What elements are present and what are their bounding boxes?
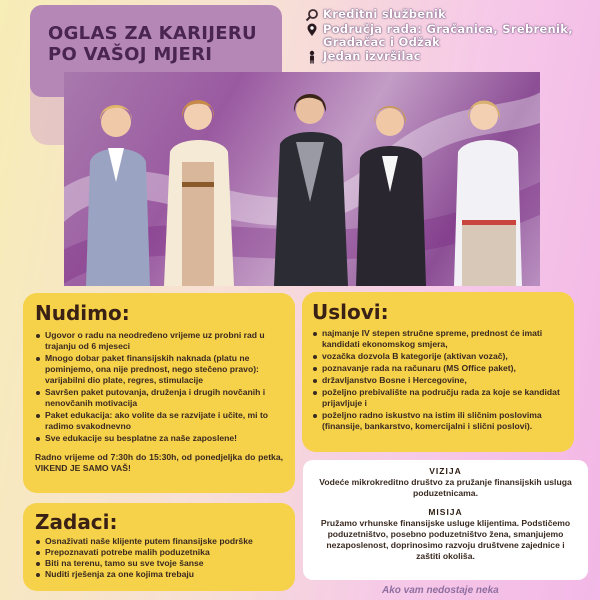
map-pin-icon	[305, 23, 319, 37]
requirements-list	[312, 328, 564, 432]
list-item: Prepoznavati potrebe malih poduzetnika	[35, 547, 283, 558]
tasks-list	[35, 536, 283, 580]
footer-text: Ako vam nedostaje neka	[382, 585, 499, 596]
list-item: poželjno prebivalište na području rada za koje se kandidat prijavljuje i	[312, 387, 564, 409]
list-item: Savršen paket putovanja, druženja i drugih novčanih i nenovčanih motivacija	[35, 387, 283, 409]
list-item: Biti na terenu, tamo su sve tvoje šanse	[35, 558, 283, 569]
team-photo	[64, 72, 540, 286]
businesswoman-2	[164, 100, 234, 286]
info-position	[305, 8, 595, 22]
list-item: poželjno radno iskustvo na istim ili sličnim poslovima (finansije, bankarstvo, komercijalni i slični poslovi).	[312, 410, 564, 432]
offer-list	[35, 330, 283, 444]
info-area	[305, 23, 595, 49]
list-item: Sve edukacije su besplatne za naše zaposlene!	[35, 433, 283, 444]
person-icon	[305, 50, 319, 64]
list-item: Mnogo dobar paket finansijskih naknada (platu ne pominjemo, ona nije prednost, nego stečeno pravo): varijabilni dio plate, regres, stimulacije	[35, 353, 283, 386]
mission-heading: MISIJA	[428, 507, 463, 517]
tasks-heading: Zadaci:	[35, 510, 118, 534]
vision-mission-card	[303, 460, 588, 580]
list-item: poznavanje rada na računaru (MS Office paket),	[312, 363, 564, 374]
offer-heading: Nudimo:	[35, 301, 130, 325]
team-photo-illustration	[64, 72, 540, 286]
requirements-card	[302, 292, 574, 452]
list-item: Ugovor o radu na neodređeno vrijeme uz probni rad u trajanju od 6 mjeseci	[35, 330, 283, 352]
list-item: Nuditi rješenja za one kojima trebaju	[35, 569, 283, 580]
tasks-card	[23, 503, 295, 591]
list-item: najmanje IV stepen stručne spreme, prednost će imati kandidati ekonomskog smjera,	[312, 328, 564, 350]
list-item: državljanstvo Bosne i Hercegovine,	[312, 375, 564, 386]
info-area-text: Područja rada: Gračanica, Srebrenik, Gradačac i Odžak	[323, 22, 573, 49]
list-item: vozačka dozvola B kategorije (aktivan vozač),	[312, 351, 564, 362]
list-item: Paket edukacija: ako volite da se razvijate i učite, mi to radimo svakodnevno	[35, 410, 283, 432]
mission-text: Pružamo vrhunske finansijske usluge klijentima. Podstičemo poduzetništvo, posebno poduzetništvo žena, smanjujemo nezaposlenost, doprinosimo razvoju društvene zajednice i zaštiti okoliša.	[320, 518, 571, 561]
job-info	[305, 8, 595, 65]
vision-heading: VIZIJA	[429, 466, 462, 476]
businesswoman-3	[274, 94, 348, 286]
info-count	[305, 50, 595, 64]
vision-text: Vodeće mikrokreditno društvo za pružanje finansijskih usluga poduzetnicama.	[319, 477, 572, 498]
list-item: Osnaživati naše klijente putem finansijske podrške	[35, 536, 283, 547]
info-count-text: Jedan izvršilac	[323, 49, 421, 63]
working-hours: Radno vrijeme od 7:30h do 15:30h, od ponedjeljka do petka, VIKEND JE SAMO VAŠ!	[35, 452, 283, 473]
page-title: OGLAS ZA KARIJERU PO VAŠOJ MJERI	[48, 23, 257, 65]
requirements-heading: Uslovi:	[312, 300, 389, 324]
offer-card	[23, 293, 295, 493]
magnifier-icon	[305, 8, 319, 22]
businesswoman-1	[86, 105, 150, 286]
info-position-text: Kreditni službenik	[323, 7, 447, 21]
